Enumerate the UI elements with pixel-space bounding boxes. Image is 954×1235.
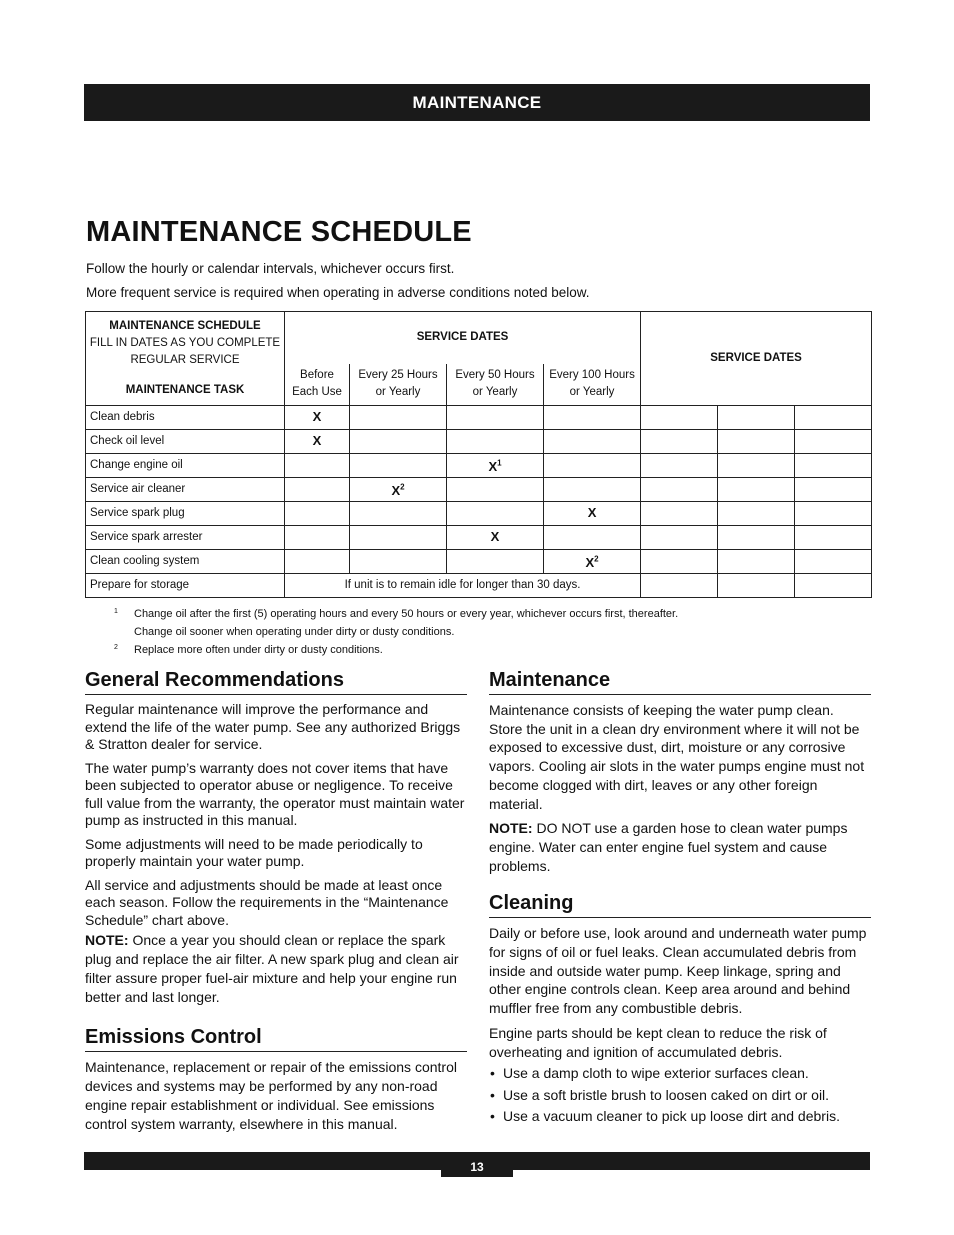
general-note: NOTE: Once a year you should clean or replace the spark plug and replace the air filter. A new spark plug and clean air filter assure proper fuel-air mixture and help your engine run better and last longer. (85, 932, 459, 1005)
general-p3: Some adjustments will need to be made periodically to properly maintain your water pump. (85, 835, 423, 869)
general-p4: All service and adjustments should be made at least once each season. Follow the requirements in the “Maintenance Schedule” chart above. (85, 876, 449, 928)
interval-mark: $X^1$ (488, 458, 502, 474)
table-row (86, 454, 872, 478)
interval-mark-cell (350, 550, 447, 574)
service-date-cell (718, 430, 795, 454)
footnote-ref: 2 (400, 482, 405, 492)
interval-mark-cell (544, 454, 641, 478)
interval-50-hours: Every 50 Hours or Yearly (447, 364, 544, 406)
interval-mark-cell (350, 478, 447, 502)
interval-mark: X (587, 505, 597, 520)
service-dates-header-2: SERVICE DATES (641, 312, 872, 406)
table-row (86, 574, 872, 598)
maintenance-schedule-table (85, 311, 872, 598)
section-header-title: MAINTENANCE (412, 92, 542, 112)
emissions-p1: Maintenance, replacement or repair of the emissions control devices and systems may be performed by any non-road engine repair establishment or individual. See emissions control system warranty, elsewhere in this manual. (85, 1059, 457, 1132)
table-row (86, 406, 872, 430)
interval-mark-cell (285, 478, 350, 502)
interval-mark-cell (544, 430, 641, 454)
list-item: • Use a soft bristle brush to loosen caked on dirt or oil. (489, 1085, 871, 1107)
footnote-1-continued: Change oil sooner when operating under dirty or dusty conditions. (134, 626, 455, 638)
interval-mark-cell (285, 430, 350, 454)
table-head-line3: REGULAR SERVICE (130, 354, 240, 366)
task-column-header: MAINTENANCE TASK (125, 384, 245, 396)
interval-mark-cell (350, 502, 447, 526)
footnote-2: 2 Replace more often under dirty or dusty conditions. (114, 644, 383, 656)
service-date-cell (795, 526, 872, 550)
interval-mark-cell (447, 502, 544, 526)
interval-mark-cell (447, 478, 544, 502)
storage-note: If unit is to remain idle for longer than 30 days. (285, 574, 641, 598)
maintenance-p1: Maintenance consists of keeping the water pump clean. Store the unit in a clean dry environment where it will not be exposed to excessive dust, dirt, moisture or any corrosive vapors. Cooling air slots in the water pumps engine must not become clogged with dirt, leaves or any other foreign material. (489, 702, 865, 812)
list-item: • Use a damp cloth to wipe exterior surfaces clean. (489, 1063, 871, 1085)
task-label: Clean cooling system (86, 550, 285, 574)
intro-line-1: Follow the hourly or calendar intervals, whichever occurs first. (86, 261, 455, 276)
interval-mark-cell (544, 478, 641, 502)
interval-mark-cell (350, 526, 447, 550)
interval-mark-cell (447, 550, 544, 574)
service-date-cell (641, 502, 718, 526)
service-date-cell (795, 574, 872, 598)
table-head-line2: FILL IN DATES AS YOU COMPLETE (89, 337, 281, 349)
interval-25-hours: Every 25 Hours or Yearly (350, 364, 447, 406)
service-date-cell (718, 574, 795, 598)
intro-line-2: More frequent service is required when operating in adverse conditions noted below. (86, 285, 590, 300)
cleaning-bullets (489, 1063, 871, 1128)
service-date-cell (795, 430, 872, 454)
interval-mark-cell (350, 406, 447, 430)
interval-100-hours: Every 100 Hours or Yearly (544, 364, 641, 406)
cleaning-p2: Engine parts should be kept clean to reduce the risk of overheating and ignition of accumulated debris. (489, 1024, 827, 1060)
service-date-cell (795, 406, 872, 430)
interval-mark-cell (285, 526, 350, 550)
interval-mark-cell (447, 406, 544, 430)
table-head-cell (86, 312, 285, 406)
interval-mark-cell (350, 454, 447, 478)
table-row (86, 550, 872, 574)
interval-mark: $X^2$ (391, 482, 405, 498)
storage-task-label: Prepare for storage (86, 574, 285, 598)
cleaning-heading: Cleaning (489, 891, 871, 918)
interval-mark-cell (447, 430, 544, 454)
section-header-bar (84, 84, 870, 121)
service-date-cell (795, 502, 872, 526)
maintenance-note: NOTE: DO NOT use a garden hose to clean water pumps engine. Water can enter engine fuel system and cause problems. (489, 820, 848, 874)
service-date-cell (641, 454, 718, 478)
service-date-cell (641, 550, 718, 574)
service-date-cell (718, 478, 795, 502)
interval-mark-cell (447, 526, 544, 550)
service-date-cell (641, 478, 718, 502)
service-date-cell (718, 502, 795, 526)
interval-mark-cell (447, 454, 544, 478)
footnote-1: 1 Change oil after the first (5) operating hours and every 50 hours or every year, whichever occurs first, thereafter. (114, 608, 679, 620)
task-label: Check oil level (86, 430, 285, 454)
interval-mark-cell (285, 550, 350, 574)
interval-mark-cell (285, 454, 350, 478)
interval-mark-cell (285, 406, 350, 430)
service-date-cell (795, 454, 872, 478)
interval-mark: X (490, 529, 500, 544)
interval-mark-cell (544, 502, 641, 526)
footnote-ref: 2 (594, 554, 599, 564)
task-label: Service spark plug (86, 502, 285, 526)
cleaning-p1: Daily or before use, look around and underneath water pump for signs of oil or fuel leaks. Clean accumulated debris from inside and outside water pump. Keep linkage, spring and other engine controls clean. Keep area around and behind muffler free from any combustible debris. (489, 925, 867, 1017)
right-column (489, 668, 871, 1128)
page-title: MAINTENANCE SCHEDULE (86, 216, 472, 248)
general-recommendations-heading: General Recommendations (85, 668, 467, 695)
page-number: 13 (441, 1152, 513, 1177)
interval-mark: X (312, 409, 322, 424)
general-p1: Regular maintenance will improve the performance and extend the life of the water pump. See any authorized Briggs & Stratton dealer for service. (85, 701, 461, 752)
task-label: Service spark arrester (86, 526, 285, 550)
interval-mark: $X^2$ (585, 554, 599, 570)
footnote-ref: 1 (497, 458, 502, 468)
interval-mark-cell (544, 526, 641, 550)
interval-mark: X (312, 433, 322, 448)
service-dates-header-1: SERVICE DATES (285, 312, 641, 364)
task-label: Service air cleaner (86, 478, 285, 502)
interval-before-each-use: Before Each Use (285, 364, 350, 406)
footnotes (114, 605, 678, 659)
left-column (85, 668, 467, 1140)
interval-mark-cell (544, 406, 641, 430)
service-date-cell (718, 406, 795, 430)
list-item: • Use a vacuum cleaner to pick up loose dirt and debris. (489, 1106, 871, 1128)
table-row (86, 502, 872, 526)
task-label: Change engine oil (86, 454, 285, 478)
service-date-cell (641, 526, 718, 550)
service-date-cell (641, 574, 718, 598)
table-row (86, 526, 872, 550)
service-date-cell (795, 478, 872, 502)
service-date-cell (718, 454, 795, 478)
emissions-control-heading: Emissions Control (85, 1025, 467, 1052)
interval-mark-cell (350, 430, 447, 454)
service-date-cell (641, 406, 718, 430)
task-label: Clean debris (86, 406, 285, 430)
interval-mark-cell (544, 550, 641, 574)
service-date-cell (641, 430, 718, 454)
table-head-title: MAINTENANCE SCHEDULE (109, 320, 261, 332)
service-date-cell (795, 550, 872, 574)
table-row (86, 430, 872, 454)
table-row (86, 478, 872, 502)
general-p2: The water pump’s warranty does not cover items that have been subjected to operator abuse or negligence. To receive full value from the warranty, the operator must maintain water pump as instructed in this manual. (85, 759, 465, 828)
interval-mark-cell (285, 502, 350, 526)
service-date-cell (718, 550, 795, 574)
service-date-cell (718, 526, 795, 550)
maintenance-heading: Maintenance (489, 668, 871, 695)
